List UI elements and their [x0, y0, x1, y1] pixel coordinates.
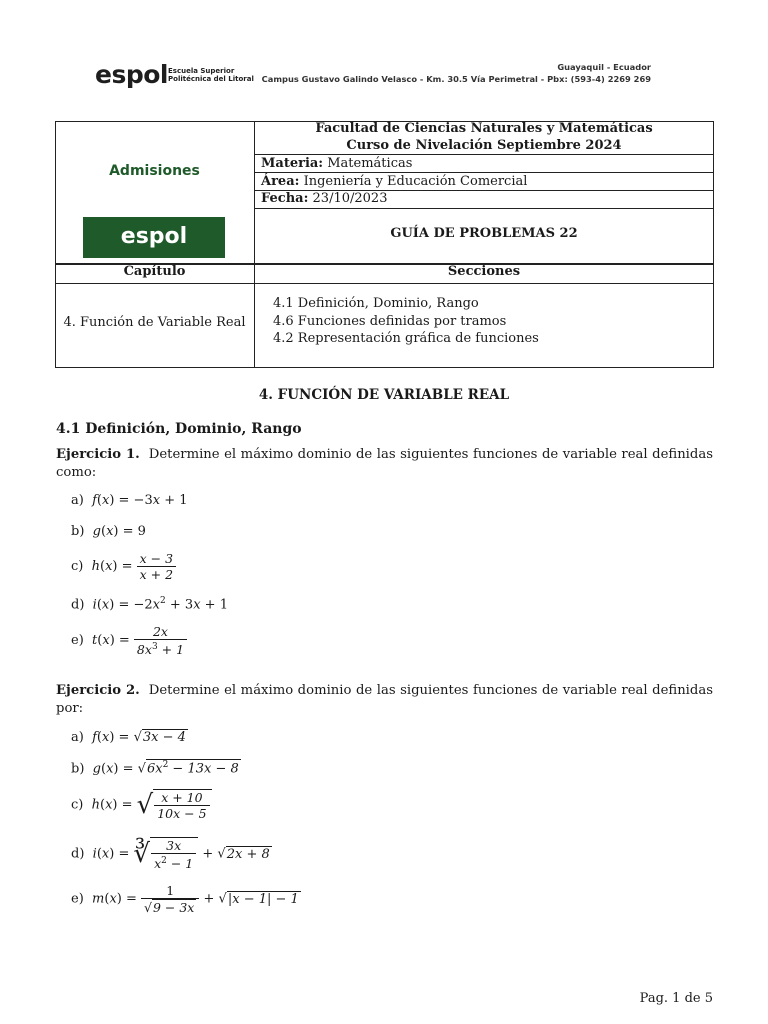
page-number: Pag. 1 de 5	[639, 991, 713, 1006]
logo-subtitle-line-1: Escuela Superior	[168, 67, 235, 75]
exercise-2-text: Determine el máximo dominio de las siguientes funciones de variable real definidas por:	[56, 683, 713, 716]
fecha-label: Fecha:	[261, 191, 309, 206]
green-logo-text: espol	[120, 224, 188, 249]
ex2-item-e: e) m(x) = $\frac{1}{√9 - 3x}$ + √|x − 1| − 1	[71, 883, 299, 915]
logo-subtitle-line-2: Politécnica del Litoral	[168, 75, 254, 83]
section-item: 4.2 Representación gráfica de funciones	[273, 331, 539, 346]
section-item: 4.6 Funciones definidas por tramos	[273, 313, 507, 329]
exercise-2-statement	[56, 682, 713, 718]
materia-row	[261, 156, 412, 171]
header-location: Guayaquil - Ecuador	[557, 62, 651, 72]
course-title: Curso de Nivelación Septiembre 2024	[346, 138, 622, 153]
exercise-2-label: Ejercicio 2.	[56, 683, 140, 698]
fecha-value: 23/10/2023	[312, 191, 388, 206]
ex2-item-b: b) $g(x) = √6x^2 - 13x - 8$	[71, 760, 239, 777]
exercise-1-text: Determine el máximo dominio de las siguientes funciones de variable real definidas como:	[56, 447, 713, 480]
sections-list	[273, 295, 539, 348]
ex2-item-a: a) f(x) = √3x − 4	[71, 730, 186, 745]
espol-green-logo	[83, 217, 225, 258]
faculty-title: Facultad de Ciencias Naturales y Matemáticas	[315, 121, 653, 136]
section-item: 4.1 Definición, Dominio, Rango	[273, 296, 479, 311]
ex1-item-e: e) t(x) = $\frac{2x}{8x^3 + 1}$	[71, 624, 187, 657]
ex2-item-c: c) h(x) = √ $\frac{x + 10}{10x - 5}$	[71, 789, 212, 821]
ex1-item-d: d) $i(x) = -2x^2 + 3x + 1$	[71, 596, 228, 613]
row-line	[255, 154, 713, 155]
chapter-column-header: Capítulo	[123, 264, 186, 279]
chapter-table-divider	[254, 264, 255, 367]
row-line	[255, 172, 713, 173]
espol-logo-subtitle	[168, 67, 254, 83]
area-label: Área:	[261, 174, 300, 189]
exercise-1-statement	[56, 446, 713, 482]
chapter-table-header-line	[55, 283, 713, 284]
chapter-name: 4. Función de Variable Real	[63, 315, 246, 330]
row-line	[255, 208, 713, 209]
materia-label: Materia:	[261, 156, 324, 171]
espol-logo: espol	[95, 60, 168, 89]
area-value: Ingeniería y Educación Comercial	[303, 174, 528, 189]
subsection-title: 4.1 Definición, Dominio, Rango	[56, 421, 302, 437]
admisiones-label: Admisiones	[109, 163, 200, 179]
header-address: Campus Gustavo Galindo Velasco - Km. 30.5 Vía Perimetral - Pbx: (593-4) 2269 269	[261, 74, 651, 84]
section-title: 4. FUNCIÓN DE VARIABLE REAL	[258, 387, 510, 403]
ex1-item-b: b) g(x) = 9	[71, 524, 146, 539]
ex1-item-a: a) f(x) = −3x + 1	[71, 493, 188, 508]
guide-title: GUÍA DE PROBLEMAS 22	[390, 226, 578, 241]
sections-column-header: Secciones	[447, 264, 521, 279]
area-row	[261, 174, 527, 189]
ex2-item-d: d) i(x) = ∛ $\frac{3x}{x^2 - 1}$ + √2x + 8	[71, 838, 270, 872]
materia-value: Matemáticas	[327, 156, 413, 171]
fecha-row	[261, 191, 387, 206]
ex1-item-c: c) h(x) = $\frac{x - 3}{x + 2}$	[71, 551, 176, 582]
exercise-1-label: Ejercicio 1.	[56, 447, 140, 462]
